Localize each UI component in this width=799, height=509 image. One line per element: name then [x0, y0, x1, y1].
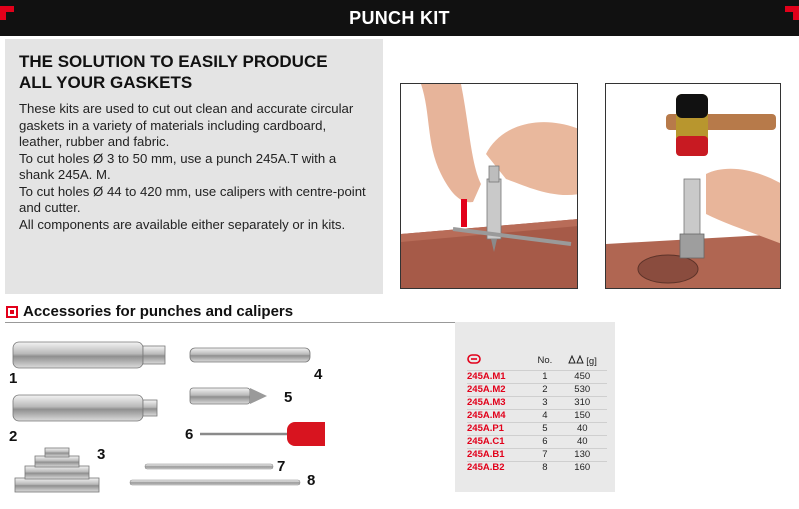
square-bullet-icon [6, 306, 18, 318]
accessories-illustration [5, 330, 325, 505]
weight-cell: 130 [557, 448, 607, 461]
ref-cell: 245A.C1 [467, 435, 532, 448]
tools-drawing [5, 330, 325, 505]
ref-cell: 245A.B1 [467, 448, 532, 461]
no-header: No. [537, 355, 553, 367]
intro-panel [5, 39, 383, 294]
page-title: PUNCH KIT [349, 8, 450, 28]
ref-cell: 245A.P1 [467, 422, 532, 435]
photo-punch-illustration [401, 84, 578, 289]
corner-mark-right [785, 6, 799, 20]
no-cell: 8 [532, 461, 557, 474]
no-cell: 1 [532, 370, 557, 383]
table-row [467, 422, 607, 435]
tool-number: 3 [97, 446, 106, 463]
intro-paragraph: To cut holes Ø 3 to 50 mm, use a punch 245A.T with a shank 245A. M. [19, 150, 337, 182]
weight-header [557, 352, 607, 370]
intro-paragraph: To cut holes Ø 44 to 420 mm, use calipers with centre-point and cutter. [19, 183, 366, 215]
no-cell: 6 [532, 435, 557, 448]
intro-text [19, 101, 369, 233]
no-cell: 5 [532, 422, 557, 435]
header-bar [0, 0, 799, 36]
weight-cell: 530 [557, 383, 607, 396]
weight-cell: 150 [557, 409, 607, 422]
ref-cell: 245A.M1 [467, 370, 532, 383]
no-cell: 2 [532, 383, 557, 396]
intro-paragraph: These kits are used to cut out clean and accurate circular gaskets in a variety of materials including cardboard, leather, rubber and fabric. [19, 101, 354, 149]
table-row [467, 448, 607, 461]
tool-number: 1 [9, 370, 18, 387]
ref-cell: 245A.B2 [467, 461, 532, 474]
reference-icon [467, 354, 481, 364]
tool-number: 4 [314, 366, 323, 383]
ref-cell: 245A.M2 [467, 383, 532, 396]
weight-cell: 450 [557, 370, 607, 383]
ref-cell: 245A.M4 [467, 409, 532, 422]
no-cell: 4 [532, 409, 557, 422]
spec-table [467, 352, 607, 474]
weight-cell: 40 [557, 422, 607, 435]
intro-paragraph: All components are available either separately or in kits. [19, 216, 346, 232]
no-cell: 7 [532, 448, 557, 461]
weight-cell: 310 [557, 396, 607, 409]
photo-mallet-illustration [606, 84, 781, 289]
photo-punch-in-use [400, 83, 578, 289]
weight-unit: [g] [586, 355, 597, 367]
weight-cell: 160 [557, 461, 607, 474]
table-row [467, 409, 607, 422]
tool-number: 2 [9, 428, 18, 445]
accessories-heading [5, 303, 610, 323]
table-row [467, 370, 607, 383]
tool-number: 8 [307, 472, 316, 489]
ref-cell: 245A.M3 [467, 396, 532, 409]
table-row [467, 383, 607, 396]
no-cell: 3 [532, 396, 557, 409]
intro-title: THE SOLUTION TO EASILY PRODUCE ALL YOUR GASKETS [19, 52, 328, 92]
scale-icon [568, 355, 584, 364]
spec-table-panel [455, 322, 615, 492]
accessories-title: Accessories for punches and calipers [23, 303, 294, 320]
table-row [467, 461, 607, 474]
table-row [467, 396, 607, 409]
tool-number: 5 [284, 389, 293, 406]
tool-number: 6 [185, 426, 194, 443]
weight-cell: 40 [557, 435, 607, 448]
reference-icon-header [467, 352, 532, 370]
photo-mallet-on-gasket [605, 83, 781, 289]
tool-number: 7 [277, 458, 286, 475]
table-row [467, 435, 607, 448]
